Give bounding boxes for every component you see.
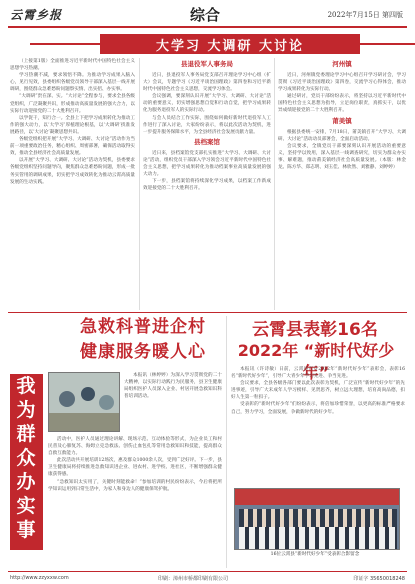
header-divider — [8, 26, 407, 28]
column-divider — [274, 58, 275, 310]
emergency-headline-line-1: 急救科普进企村 — [80, 317, 206, 337]
col1-paragraph: 各级党组织把开展“大学习、大调研、大讨论”活动作为当前一项重要政治任务，精心组织、周密部署，确保活动取得实效，推动全县经济社会高质量发展。 — [10, 137, 135, 157]
banner-left-rule — [30, 43, 100, 45]
col2-paragraph: 下一步，县档案馆将持续深化学习成果，以档案工作新成效迎接党的二十大胜利召开。 — [143, 179, 271, 192]
photo-backdrop-banner — [235, 489, 400, 505]
award-headline-line-1: 云霄县表彰16名 — [252, 320, 378, 340]
topic-banner — [100, 34, 360, 54]
col3-paragraph: 通过研讨，党员干部纷纷表示，将坚持以习近平新时代中国特色社会主义思想为指导，立足岗位职责，真抓实干，以优异成绩迎接党的二十大胜利召开。 — [278, 94, 406, 114]
emergency-headline-line-2: 健康服务暖人心 — [80, 342, 206, 362]
col3-paragraph: 根据县委统一安排，7月18日，莆美镇召开“大学习、大调研、大讨论”活动动员部署会，全面启动活动。 — [278, 129, 406, 142]
vertical-char: 为 — [16, 399, 36, 421]
footer-printer: 印刷：漳州市桥都印刷有限公司 — [158, 576, 229, 582]
bottom-left-paragraph: 本报讯（林婷婷）为深入学习贯彻党的二十大精神，以实际行动践行为民服务，县卫生健康局组织医护人员深入企业、村居开展急救知识科普培训活动。 — [124, 373, 222, 400]
bottom-right-paragraph: 会议要求，全县各级各部门要以此次表彰为契机，广泛宣传“新时代好少年”的先进事迹，引导广大未成年人学习榜样、见贤思齐，树立远大理想，培育高尚品德，扣好人生第一粒扣子。 — [231, 381, 405, 401]
newspaper-logo: 云霄乡报 — [10, 8, 63, 22]
col1-paragraph: 以开展“大学习、大调研、大讨论”活动为契机，县委要求各级党组织坚持问题导向，聚焦群众急难愁盼问题，形成一批务实管用的调研成果，切实把学习成效转化为推动云霄高质量发展的生动实践。 — [10, 158, 135, 185]
col1-paragraph: （上接第1版）全面推进习近平新时代中国特色社会主义思想学习热潮。 — [10, 59, 135, 72]
col3-paragraph: 会议要求，全镇党员干部要深刻认识开展活动的重要意义，坚持学以致用，深入基层一线调查研究，切实为群众办实事、解难题，推动莆美镇经济社会高质量发展。（本版：林金龙、陈方华、郑志明、刘玉佳、林欣然、刘雅静、刘婷婷） — [278, 143, 406, 171]
vertical-banner-text — [14, 374, 38, 542]
section-title: 综合 — [190, 6, 221, 24]
photo-figure — [81, 387, 95, 401]
bottom-left-paragraph: 活动中，医护人员通过理论讲解、现场示范、互动体验等形式，为企业员工和村民普及心肺复苏、海姆立克急救法、创伤止血包扎等常用急救知识和技能，提高群众自救互救能力。 — [48, 437, 222, 457]
date-info: 2022年7月15日 第四版 — [327, 11, 403, 19]
vertical-char: 事 — [16, 519, 36, 541]
column-divider — [139, 58, 140, 310]
col2-paragraph: 近日来，县档案馆党支部扎实推进“大学习、大调研、大讨论”活动，组织党员干部深入学习领会习近平新时代中国特色社会主义思想，把学习成果转化为推动档案事业高质量发展的强大动力。 — [143, 150, 271, 178]
banner-text: 大学习 大调研 大讨论 — [155, 39, 305, 54]
page-footer — [8, 571, 407, 582]
bottom-right-article — [231, 366, 405, 484]
col2-paragraph: 近日，县退役军人事务局党支部召开理论学习中心组（扩大）会议，专题学习《习近平谈治国理政》第四卷和习近平新时代中国特色社会主义思想，交流学习体会。 — [143, 73, 271, 93]
article-title: 县档案馆 — [194, 137, 220, 146]
article-title: 莆美镇 — [332, 116, 352, 125]
col2-paragraph: 会议强调，要深刻认识开展“大学习、大调研、大讨论”活动的重要意义，切实增强思想自觉和行动自觉，把学习成果转化为服务退役军人的实际行动。 — [143, 94, 271, 114]
photo-people-row — [239, 509, 397, 527]
footer-license: 印证字 35650018248 — [353, 576, 405, 582]
bottom-right-paragraph: 受表彰的“新时代好少年”们纷纷表示，将倍加珍惜荣誉，以更高的标准严格要求自己，努力学习，全面发展，争做新时代的好少年。 — [231, 402, 405, 415]
section-divider — [8, 312, 407, 313]
footer-url[interactable]: http://www.zzyxxw.com — [10, 575, 69, 581]
vertical-char: 实 — [16, 495, 36, 517]
group-photo — [234, 488, 400, 550]
col1-paragraph: “大调研”贵在深、实。“大讨论”全程参与，要求全县各级党组织，广泛凝聚共识，形成推动高质量发展的强大合力，以实际行动迎接党的二十大胜利召开。 — [10, 94, 135, 114]
training-photo — [48, 372, 120, 432]
vertical-char: 众 — [16, 447, 36, 469]
banner-right-rule — [360, 43, 415, 45]
photo-floor — [49, 413, 120, 432]
col1-paragraph: 以学促干，知行合一。全县上下把学习成果转化为推动工作的强大动力，以‘大学习’厚植理论根基，以‘大调研’找准发展路径，以‘大讨论’凝聚思想共识。 — [10, 115, 135, 135]
photo-figure — [99, 395, 114, 410]
bottom-left-paragraph: “急救知识太实用了，关键时刻能救命！”参加培训的村民纷纷表示，今后将把所学知识运用到日常生活中，为家人和身边人的健康保驾护航。 — [48, 479, 222, 492]
col1-paragraph: 学习热潮不减，要求领悟不降。为推动学习成果入脑入心，见行见效，县委组织各级党员领导干部深入基层一线开展调研，围绕群众急难愁盼问题察实情、出实招、办实事。 — [10, 73, 135, 93]
photo-figure — [59, 391, 75, 407]
col2-paragraph: 与会人员结合工作实际，围绕如何做好新时代退役军人工作进行了深入讨论，大家纷纷表示，将以此次活动为契机，进一步提升服务保障水平，为全县经济社会发展贡献力量。 — [143, 115, 271, 135]
article-title: 河州镇 — [332, 60, 352, 68]
article-title: 县退役军人事务局 — [181, 60, 233, 68]
vertical-column-banner — [10, 374, 43, 550]
article-column-2 — [143, 58, 271, 308]
bottom-left-article — [48, 436, 222, 568]
col3-paragraph: 近日，河州镇党委理论学习中心组召开学习研讨会，学习贯彻《习近平谈治国理政》第四卷，交流学习心得体会，推动学习成果转化为实际行动。 — [278, 73, 406, 93]
article-column-1 — [10, 58, 135, 308]
bottom-right-paragraph: 本报讯（许诗敏）日前，云霄县召开2022年“新时代好少年”表彰会，表彰16名“新时代好少年”，引导广大青少年学习先进、争当先进。 — [231, 367, 405, 380]
bottom-left-paragraph: 此次活动共开展培训12场次，惠及群众1000余人次，受到广泛好评。下一步，县卫生健康局将持续推进急救知识进企业、进农村、进学校、进社区，不断增强群众健康获得感。 — [48, 458, 222, 478]
bottom-left-article-top — [124, 372, 222, 432]
photo-people-row — [239, 527, 397, 549]
vertical-char: 我 — [16, 375, 36, 397]
group-photo-caption: 16位云霄县“新时代好少年”受表彰合影留念 — [270, 552, 360, 557]
vertical-char: 群 — [16, 423, 36, 445]
award-headline-line-2: 2022年 “新时代好少年” — [237, 341, 395, 382]
page-header — [0, 0, 415, 33]
article-column-3 — [278, 58, 406, 308]
vertical-char: 办 — [16, 471, 36, 493]
